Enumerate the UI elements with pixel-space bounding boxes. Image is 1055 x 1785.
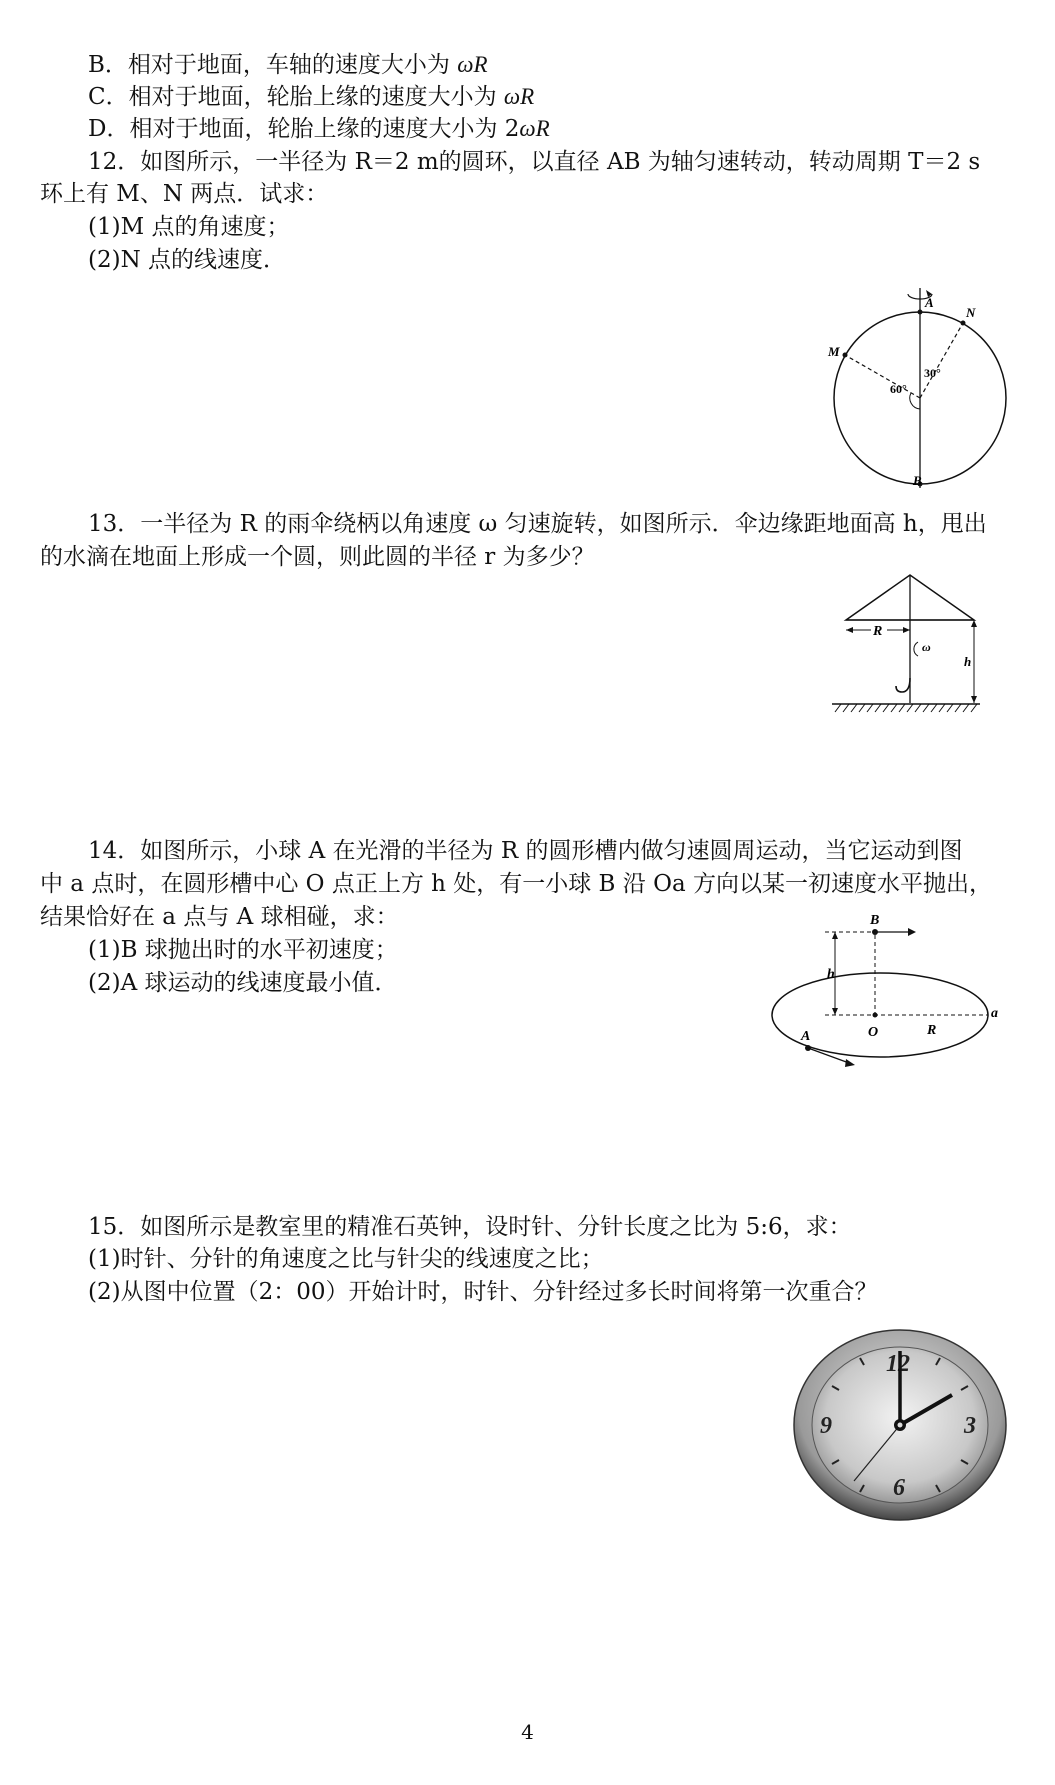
ground-hatching — [835, 704, 977, 712]
q14-groove-figure — [765, 910, 1010, 1080]
point-m-dot — [843, 353, 848, 358]
a-velocity-arrow — [808, 1048, 849, 1063]
q13-line1: 13．一半径为 R 的雨伞绕柄以角速度 ω 匀速旋转，如图所示．伞边缘距地面高 h，甩出 — [88, 511, 987, 537]
q14-sub2: (2)A 球运动的线速度最小值． — [88, 970, 398, 996]
radius-on — [920, 323, 963, 398]
b-velocity-arrowhead-icon — [908, 928, 916, 936]
label-r: R — [927, 1023, 937, 1038]
h-arrow-bottom-icon — [832, 1008, 838, 1015]
numeral-6: 6 — [893, 1475, 905, 1501]
option-b: B．相对于地面，车轴的速度大小为 ωR — [88, 52, 488, 78]
clock-center-pin — [898, 1423, 903, 1428]
radius-om — [845, 355, 920, 398]
q12-line1: 12．如图所示，一半径为 R＝2 m的圆环，以直径 AB 为轴匀速转动，转动周期 T＝2 s — [88, 149, 981, 175]
q15-clock-figure — [790, 1325, 1010, 1525]
q12-sub2: (2)N 点的线速度． — [88, 247, 287, 273]
a-velocity-arrowhead-icon — [845, 1059, 855, 1067]
h-arrow-top-icon — [832, 932, 838, 939]
label-b: B — [870, 913, 880, 928]
numeral-3: 3 — [964, 1413, 976, 1439]
q15-sub1: (1)时针、分针的角速度之比与针尖的线速度之比； — [88, 1246, 604, 1272]
q12-ring-figure — [820, 280, 1020, 490]
q14-sub1: (1)B 球抛出时的水平初速度； — [88, 937, 398, 963]
label-n: N — [966, 305, 976, 320]
numeral-9: 9 — [820, 1413, 832, 1439]
angle-arc — [910, 393, 920, 409]
ball-b-dot — [872, 929, 878, 935]
label-a: A — [925, 295, 934, 310]
label-h: h — [964, 654, 972, 669]
label-r: R — [873, 624, 883, 639]
label-angle-60: 60° — [890, 382, 907, 396]
label-h: h — [827, 967, 835, 982]
label-a-point: a — [991, 1006, 998, 1021]
q14-line3: 结果恰好在 a 点与 A 球相碰，求： — [40, 904, 399, 930]
radius-arrow-left-icon — [846, 627, 853, 633]
center-o-dot — [873, 1013, 878, 1018]
page-number: 4 — [521, 1720, 534, 1744]
label-a-ball: A — [801, 1029, 811, 1044]
option-c: C．相对于地面，轮胎上缘的速度大小为 ωR — [88, 84, 535, 110]
label-m: M — [828, 344, 840, 359]
q14-line2: 中 a 点时，在圆形槽中心 O 点正上方 h 处，有一小球 B 沿 Oa 方向以某一初速度水平抛出， — [40, 871, 992, 897]
label-angle-30: 30° — [924, 366, 941, 380]
height-arrow-bottom-icon — [971, 696, 977, 703]
groove-ellipse — [772, 973, 988, 1057]
q12-sub1: (1)M 点的角速度； — [88, 214, 290, 240]
point-a-dot — [918, 310, 923, 315]
q15-line1: 15．如图所示是教室里的精准石英钟，设时针、分针长度之比为 5:6，求： — [88, 1214, 852, 1240]
label-b: B — [913, 473, 922, 488]
q15-sub2: (2)从图中位置（2：00）开始计时，时针、分针经过多长时间将第一次重合？ — [88, 1279, 878, 1305]
label-omega: ω — [922, 640, 931, 654]
q13-line2: 的水滴在地面上形成一个圆，则此圆的半径 r 为多少？ — [40, 544, 595, 570]
label-o: O — [868, 1025, 879, 1040]
omega-arrow-icon — [914, 642, 918, 656]
q12-line2: 环上有 M、N 两点．试求： — [40, 181, 329, 207]
radius-arrow-right-icon — [903, 627, 910, 633]
q14-line1: 14．如图所示，小球 A 在光滑的半径为 R 的圆形槽内做匀速圆周运动，当它运动到图 — [88, 838, 963, 864]
umbrella-handle — [896, 678, 910, 692]
point-n-dot — [961, 321, 966, 326]
numeral-12: 12 — [886, 1351, 910, 1377]
height-arrow-top-icon — [971, 620, 977, 627]
q13-umbrella-figure — [830, 570, 990, 720]
option-d: D．相对于地面，轮胎上缘的速度大小为 2ωR — [88, 116, 550, 142]
